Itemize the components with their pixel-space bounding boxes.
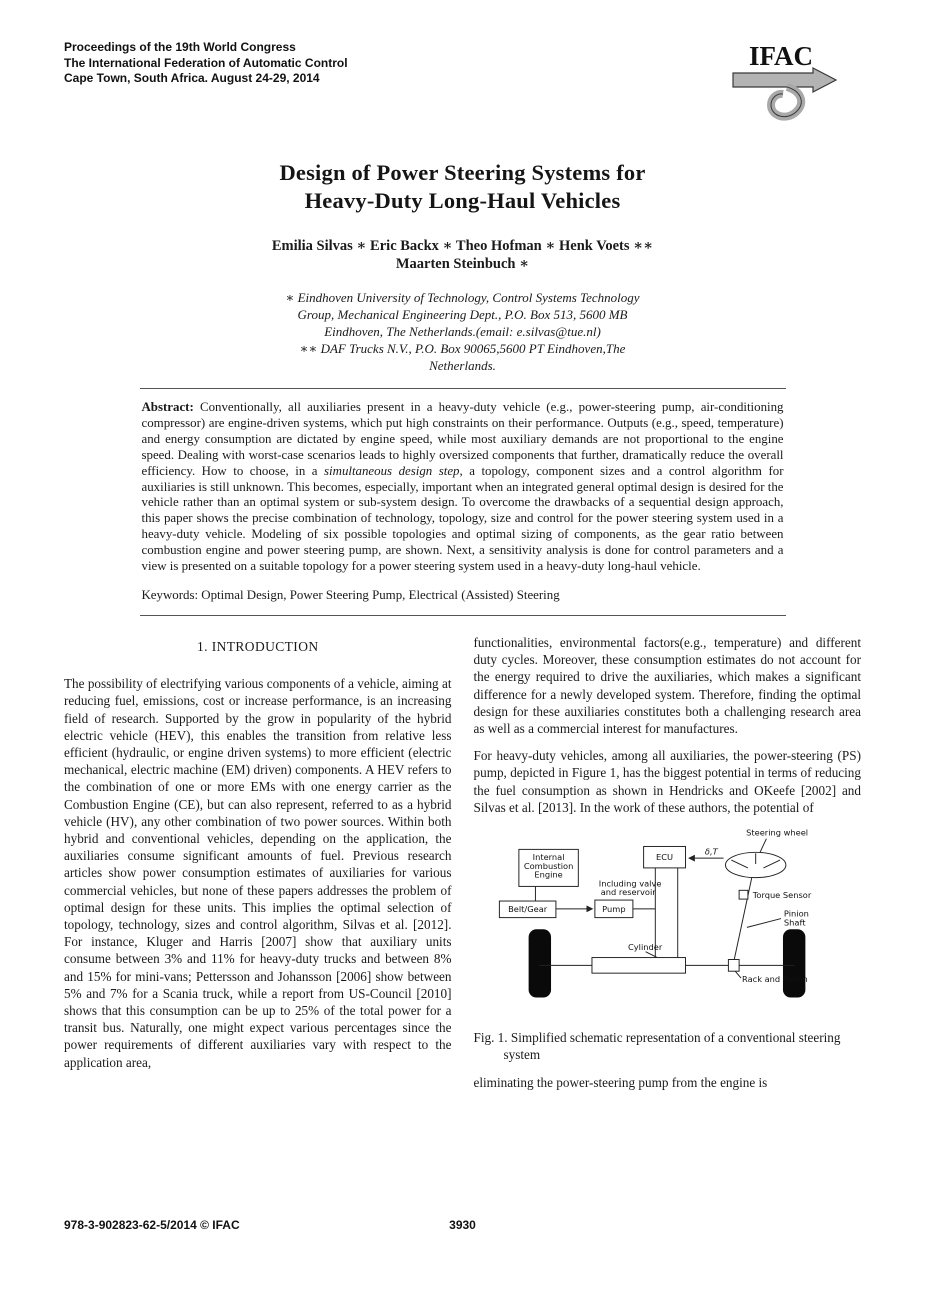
leader-line [735, 971, 741, 978]
ifac-logo-text: IFAC [749, 42, 813, 71]
title-line-1: Design of Power Steering Systems for [279, 160, 646, 185]
authors-line-1: Emilia Silvas ∗ Eric Backx ∗ Theo Hofman ∗ Henk Voets ∗∗ [271, 238, 654, 254]
label-ecu: ECU [656, 852, 674, 863]
right-column [474, 634, 862, 1091]
authors [64, 237, 861, 273]
abstract-italic-phrase: simultaneous design step [324, 463, 460, 478]
leader-line [747, 919, 781, 928]
title-line-2: Heavy-Duty Long-Haul Vehicles [304, 188, 621, 213]
body-paragraph: For heavy-duty vehicles, among all auxiliaries, the power-steering (PS) pump, depicted in Figure 1, has the biggest potential in terms of reducing the fuel consumption as shown in Hendricks and OKeefe [2002] and Silvas et al. [2013]. In the work of these authors, the potential of [473, 748, 861, 815]
label-valve-2: and reservoir [600, 887, 656, 898]
proceedings-line-1: Proceedings of the 19th World Congress [64, 40, 296, 54]
figure1-diagram [491, 826, 843, 1017]
figure1-caption: Fig. 1. Simplified schematic representation of a conventional steering system [473, 1030, 841, 1063]
body-paragraph: functionalities, environmental factors(e.g., temperature) and different duty cycles. Moreover, these consumption estimates do not account for the energy required to drive the auxiliaries, which makes a significant difference for a newly developed system. Therefore, finding the optimal design for these auxiliaries constitutes both a challenging research area as well as a commercial interest for manufactures. [473, 634, 861, 736]
label-pinion-shaft-2: Shaft [784, 917, 806, 928]
proceedings-line-2: The International Federation of Automatic Control [64, 55, 348, 70]
affiliations [64, 289, 861, 374]
label-pump: Pump [602, 903, 626, 914]
figure1 [474, 826, 862, 1021]
isbn-copyright: 978-3-902823-62-5/2014 © IFAC [64, 1218, 240, 1232]
label-ice-1: Internal [532, 852, 565, 863]
section-heading-introduction: 1. INTRODUCTION [197, 638, 319, 654]
label-ice-3: Engine [534, 869, 564, 880]
torque-sensor-box [739, 890, 748, 899]
affiliation-line: ∗ Eindhoven University of Technology, Control Systems Technology [285, 290, 640, 305]
label-rack-and-pinion: Rack and Pinion [742, 973, 808, 984]
abstract [142, 400, 784, 575]
pinion-joint-box [729, 960, 740, 972]
body-paragraph: eliminating the power-steering pump from the engine is [473, 1074, 768, 1090]
label-delta-t: δ,T [705, 846, 718, 857]
two-column-body [64, 634, 861, 1091]
proceedings-info [64, 40, 348, 87]
label-cylinder: Cylinder [628, 941, 663, 952]
ifac-logo [729, 42, 841, 129]
page-number: 3930 [449, 1218, 476, 1232]
page-header [64, 40, 861, 129]
label-torque-sensor: Torque Sensor [753, 890, 812, 901]
left-wheel [529, 929, 551, 997]
proceedings-line-3: Cape Town, South Africa. August 24-29, 2014 [64, 71, 320, 85]
abstract-text-1: Conventionally, all auxiliaries present in a heavy-duty vehicle (e.g., power-steering pump, air-conditioning compressor) are engine-driven systems, which put high constraints on their performance. Outputs (e.g., speed, temperature) and energy consumption are dictated by engine speed, while most auxiliary demands are not proportional to the engine speed. Dealing with worst-case scenarios leads to highly oversized components that further, dramatically reduce the overall efficiency. How to choose, in a [141, 400, 784, 478]
cylinder-box [592, 958, 686, 974]
abstract-text-2: , a topology, component sizes and a control algorithm for auxiliaries is still unknown. This becomes, especially, important when an integrated general optimal design is desired for the vehicle rather than an optimal system or sub-system design. To overcome the drawbacks of a sequential design approach, this paper shows the precise combination of technology, topology, size and control for the power steering system used in a heavy-duty vehicle. Modeling of six possible topologies and optimal sizing of components, as the gear ratio between combustion engine and power steering pump, are shown. Next, a sensitivity analysis is done for control parameters and a view is presented on a suitable topology for a power steering system used in a heavy-duty long-haul vehicle. [141, 463, 784, 574]
keywords: Keywords: Optimal Design, Power Steering Pump, Electrical (Assisted) Steering [141, 587, 560, 602]
intro-paragraph: The possibility of electrifying various components of a vehicle, aiming at reducing fuel, emissions, cost or increase performance, is an increasing field of research. Supported by the grow in popularity of the hybrid electric vehicle (HEV), this enables the transition from relative less efficient (hydraulic, or engine driven systems) to more efficient (electric mechanical, electric machine (EM) driven) components. A HEV refers to the combination of one or more EMs with one energy carrier as the Combustion Engine (CE), but can also represent, referred to as a hybrid vehicle (HV), any other combination of two power sources. Within both hybrid and conventional vehicles, depending on the application, the auxiliaries consume significant amounts of fuel. Previous research articles show power consumption estimates of auxiliaries for various commercial vehicles, but none of these papers addresses the problem of optimal design for these units. This implies the optimal selection of topology, technology, sizes and control algorithm, Silvas et al. [2012]. For instance, Kluger and Harris [2007] show that auxiliary units consume between 3% and 11% for heavy-duty trucks and between 8% and 15% for mini-vans; Pettersson and Johansson [2006] show between 5% and 7% for a Scania truck, while a report from US-Council [2010] shows that this consumption can be up to 25% of the total power for a transit bus. Naturally, one might expect various percentages since the power requirements of different auxiliaries vary with respect to the application area, [64, 676, 452, 1070]
affiliation-line: Netherlands. [429, 358, 496, 373]
affiliation-line: ∗∗ DAF Trucks N.V., P.O. Box 90065,5600 PT Eindhoven,The [299, 341, 626, 356]
abstract-block [140, 388, 786, 616]
label-ice-2: Combustion [524, 860, 574, 871]
label-pinion-shaft-1: Pinion [784, 908, 810, 919]
affiliation-line: Eindhoven, The Netherlands.(email: e.silvas@tue.nl) [324, 324, 601, 339]
affiliation-line: Group, Mechanical Engineering Dept., P.O. Box 513, 5600 MB [297, 307, 628, 322]
left-column [64, 634, 452, 1091]
ifac-logo-banner-arrow [733, 68, 836, 92]
right-wheel [783, 929, 805, 997]
page-title [64, 159, 861, 215]
page-footer [64, 1218, 861, 1238]
abstract-label: Abstract: [141, 400, 194, 414]
label-valve-1: Including valve [599, 878, 662, 889]
authors-line-2: Maarten Steinbuch ∗ [395, 256, 530, 272]
label-steering-wheel: Steering wheel [746, 827, 809, 838]
ifac-logo-graphic [729, 42, 841, 124]
leader-line [760, 839, 767, 854]
label-belt-gear: Belt/Gear [508, 904, 548, 915]
